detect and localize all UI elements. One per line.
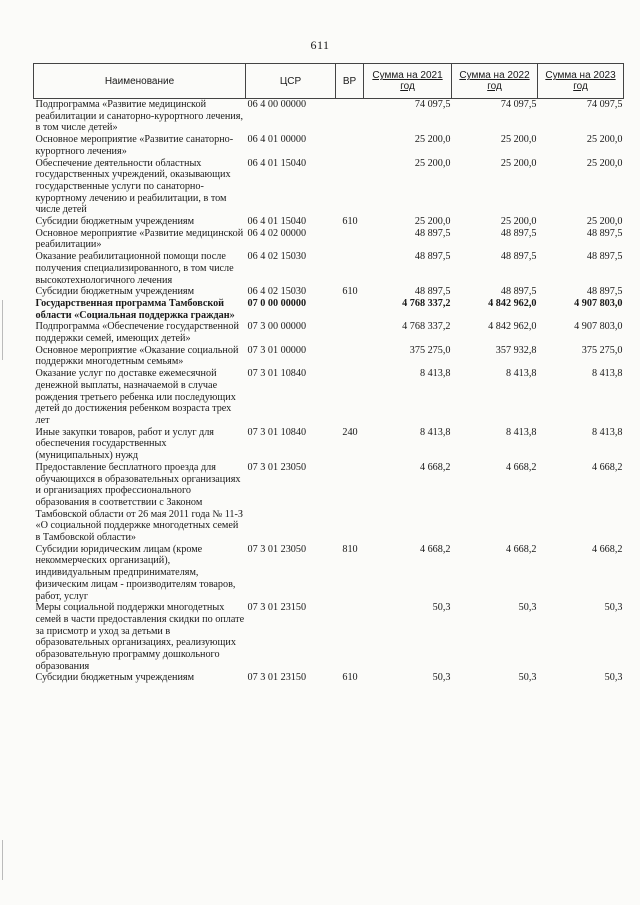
table-row bbox=[34, 427, 624, 462]
cell-sum-2021: 25 200,0 bbox=[414, 216, 451, 228]
cell-sum-2022: 4 668,2 bbox=[505, 461, 537, 473]
cell-vr bbox=[336, 228, 364, 251]
cell-sum-2023: 8 413,8 bbox=[591, 426, 623, 438]
header-sum-2022: Сумма на 2022 год bbox=[452, 64, 538, 99]
cell-sum-2022: 4 668,2 bbox=[505, 543, 537, 555]
cell-name: Субсидии бюджетным учреждениям bbox=[35, 286, 195, 298]
table-row bbox=[34, 134, 624, 157]
header-csr: ЦСР bbox=[246, 64, 336, 99]
cell-name: Обеспечение деятельности областных государственных учреждений, оказывающих государственные услуги по санаторно-курортному лечению и реабилитации, в том числе детей bbox=[35, 157, 231, 216]
cell-sum-2023: 25 200,0 bbox=[586, 216, 623, 228]
cell-sum-2023: 4 907 803,0 bbox=[574, 321, 623, 333]
cell-vr bbox=[336, 134, 364, 157]
cell-vr bbox=[336, 99, 364, 135]
cell-sum-2021: 48 897,5 bbox=[414, 227, 451, 239]
header-sum-2023: Сумма на 2023 год bbox=[538, 64, 624, 99]
header-name: Наименование bbox=[34, 64, 246, 99]
cell-name: Подпрограмма «Обеспечение государственной поддержки семей, имеющих детей» bbox=[35, 321, 239, 345]
cell-sum-2021: 4 668,2 bbox=[419, 461, 451, 473]
cell-csr: 06 4 01 00000 bbox=[247, 134, 307, 146]
table-row bbox=[34, 99, 624, 135]
table-row bbox=[34, 251, 624, 286]
cell-sum-2021: 50,3 bbox=[432, 672, 451, 684]
cell-sum-2023: 48 897,5 bbox=[586, 251, 623, 263]
cell-sum-2022: 8 413,8 bbox=[505, 426, 537, 438]
cell-vr: 610 bbox=[342, 672, 358, 684]
cell-vr bbox=[336, 368, 364, 427]
cell-vr bbox=[336, 462, 364, 544]
cell-csr: 06 4 01 15040 bbox=[247, 216, 307, 228]
table-row bbox=[34, 544, 624, 603]
table-row bbox=[34, 462, 624, 544]
cell-sum-2023: 8 413,8 bbox=[591, 368, 623, 380]
cell-name: Оказание реабилитационной помощи после получения специализированного, в том числе высокотехнологичного лечения bbox=[35, 251, 234, 286]
cell-vr: 610 bbox=[342, 216, 358, 228]
cell-sum-2021: 74 097,5 bbox=[414, 99, 451, 110]
cell-sum-2021: 48 897,5 bbox=[414, 251, 451, 263]
table-row bbox=[34, 158, 624, 217]
budget-table bbox=[33, 63, 624, 684]
cell-vr bbox=[336, 298, 364, 321]
cell-name: Оказание услуг по доставке ежемесячной денежной выплаты, назначаемой в случае рождения третьего ребенка или последующих детей до достижения ребенком возраста трех лет bbox=[35, 368, 236, 426]
cell-sum-2023: 74 097,5 bbox=[586, 99, 623, 110]
cell-sum-2021: 4 668,2 bbox=[419, 543, 451, 555]
cell-sum-2021: 4 768 337,2 bbox=[402, 321, 451, 333]
cell-sum-2021: 25 200,0 bbox=[414, 134, 451, 146]
cell-csr: 06 4 00 00000 bbox=[247, 99, 307, 110]
cell-sum-2022: 48 897,5 bbox=[500, 251, 537, 263]
table-header-row bbox=[34, 64, 624, 99]
cell-name: Основное мероприятие «Оказание социальной поддержки многодетным семьям» bbox=[35, 344, 239, 368]
cell-name: Субсидии бюджетным учреждениям bbox=[35, 216, 195, 228]
cell-csr: 06 4 02 15030 bbox=[247, 286, 307, 298]
cell-sum-2022: 25 200,0 bbox=[500, 134, 537, 146]
cell-sum-2022: 25 200,0 bbox=[500, 216, 537, 228]
cell-name: Иные закупки товаров, работ и услуг для обеспечения государственных (муниципальных) нужд bbox=[35, 426, 214, 462]
cell-vr bbox=[336, 251, 364, 286]
cell-sum-2023: 48 897,5 bbox=[586, 227, 623, 239]
table-row bbox=[34, 228, 624, 251]
cell-sum-2023: 25 200,0 bbox=[586, 157, 623, 169]
cell-vr bbox=[336, 602, 364, 672]
cell-name: Государственная программа Тамбовской области «Социальная поддержка граждан» bbox=[35, 297, 235, 321]
cell-csr: 07 3 01 10840 bbox=[247, 368, 307, 380]
cell-sum-2022: 4 842 962,0 bbox=[488, 297, 537, 309]
scan-edge-mark bbox=[2, 300, 3, 360]
table-body bbox=[34, 99, 624, 685]
table-row bbox=[34, 345, 624, 368]
table-row bbox=[34, 672, 624, 684]
cell-sum-2021: 8 413,8 bbox=[419, 368, 451, 380]
cell-sum-2023: 25 200,0 bbox=[586, 134, 623, 146]
cell-vr: 810 bbox=[342, 543, 358, 555]
cell-sum-2022: 4 842 962,0 bbox=[488, 321, 537, 333]
cell-sum-2022: 25 200,0 bbox=[500, 157, 537, 169]
cell-name: Субсидии юридическим лицам (кроме некоммерческих организаций), индивидуальным предпринимателям, физическим лицам - производителям товаров, работ, услуг bbox=[35, 543, 236, 602]
cell-name: Меры социальной поддержки многодетных семей в части предоставления скидки по оплате за присмотр и уход за детьми в образовательных организациях, реализующих образовательную программу дошкольного образования bbox=[35, 602, 245, 672]
cell-csr: 07 3 01 23050 bbox=[247, 543, 307, 555]
cell-vr bbox=[336, 345, 364, 368]
page-number: 611 bbox=[310, 38, 330, 52]
header-vr: ВР bbox=[336, 64, 364, 99]
cell-csr: 06 4 02 00000 bbox=[247, 227, 307, 239]
cell-sum-2021: 50,3 bbox=[432, 602, 451, 614]
cell-sum-2023: 48 897,5 bbox=[586, 286, 623, 298]
cell-name: Основное мероприятие «Развитие медицинской реабилитации» bbox=[35, 227, 244, 251]
cell-name: Субсидии бюджетным учреждениям bbox=[35, 672, 195, 684]
cell-sum-2023: 375 275,0 bbox=[581, 344, 623, 356]
table-row bbox=[34, 286, 624, 298]
cell-sum-2022: 48 897,5 bbox=[500, 286, 537, 298]
cell-sum-2022: 74 097,5 bbox=[500, 99, 537, 110]
cell-sum-2023: 4 907 803,0 bbox=[574, 297, 623, 309]
cell-sum-2022: 8 413,8 bbox=[505, 368, 537, 380]
cell-vr bbox=[336, 158, 364, 217]
table-row bbox=[34, 298, 624, 321]
cell-sum-2021: 48 897,5 bbox=[414, 286, 451, 298]
cell-sum-2021: 4 768 337,2 bbox=[402, 297, 451, 309]
scan-edge-mark bbox=[2, 840, 3, 880]
table-row bbox=[34, 602, 624, 672]
cell-csr: 06 4 01 15040 bbox=[247, 157, 307, 169]
cell-csr: 07 0 00 00000 bbox=[247, 297, 307, 309]
cell-sum-2023: 50,3 bbox=[604, 672, 623, 684]
cell-sum-2021: 8 413,8 bbox=[419, 426, 451, 438]
cell-csr: 07 3 01 23150 bbox=[247, 602, 307, 614]
cell-sum-2023: 4 668,2 bbox=[591, 461, 623, 473]
cell-name: Предоставление бесплатного проезда для обучающихся в образовательных организациях и организациях профессионального образования в соответствии с Законом Тамбовской области от 26 мая 2011 года № 11-З «О социальной поддержке многодетных семей в Тамбовской области» bbox=[35, 461, 244, 544]
cell-csr: 07 3 00 00000 bbox=[247, 321, 307, 333]
header-sum-2021: Сумма на 2021 год bbox=[364, 64, 452, 99]
cell-sum-2022: 50,3 bbox=[518, 672, 537, 684]
cell-vr bbox=[336, 321, 364, 344]
cell-sum-2023: 4 668,2 bbox=[591, 543, 623, 555]
cell-csr: 07 3 01 00000 bbox=[247, 344, 307, 356]
cell-sum-2021: 25 200,0 bbox=[414, 157, 451, 169]
cell-csr: 06 4 02 15030 bbox=[247, 251, 307, 263]
table-row bbox=[34, 321, 624, 344]
table-row bbox=[34, 368, 624, 427]
cell-sum-2022: 50,3 bbox=[518, 602, 537, 614]
cell-sum-2022: 357 932,8 bbox=[495, 344, 537, 356]
cell-csr: 07 3 01 10840 bbox=[247, 426, 307, 438]
cell-vr: 610 bbox=[342, 286, 358, 298]
cell-vr: 240 bbox=[342, 426, 358, 438]
cell-csr: 07 3 01 23050 bbox=[247, 461, 307, 473]
cell-name: Основное мероприятие «Развитие санаторно-курортного лечения» bbox=[35, 134, 234, 157]
cell-sum-2021: 375 275,0 bbox=[409, 344, 451, 356]
cell-sum-2022: 48 897,5 bbox=[500, 227, 537, 239]
cell-csr: 07 3 01 23150 bbox=[247, 672, 307, 684]
cell-sum-2023: 50,3 bbox=[604, 602, 623, 614]
table-row bbox=[34, 216, 624, 228]
cell-name: Подпрограмма «Развитие медицинской реабилитации и санаторно-курортного лечения, в том числе детей» bbox=[35, 99, 243, 134]
